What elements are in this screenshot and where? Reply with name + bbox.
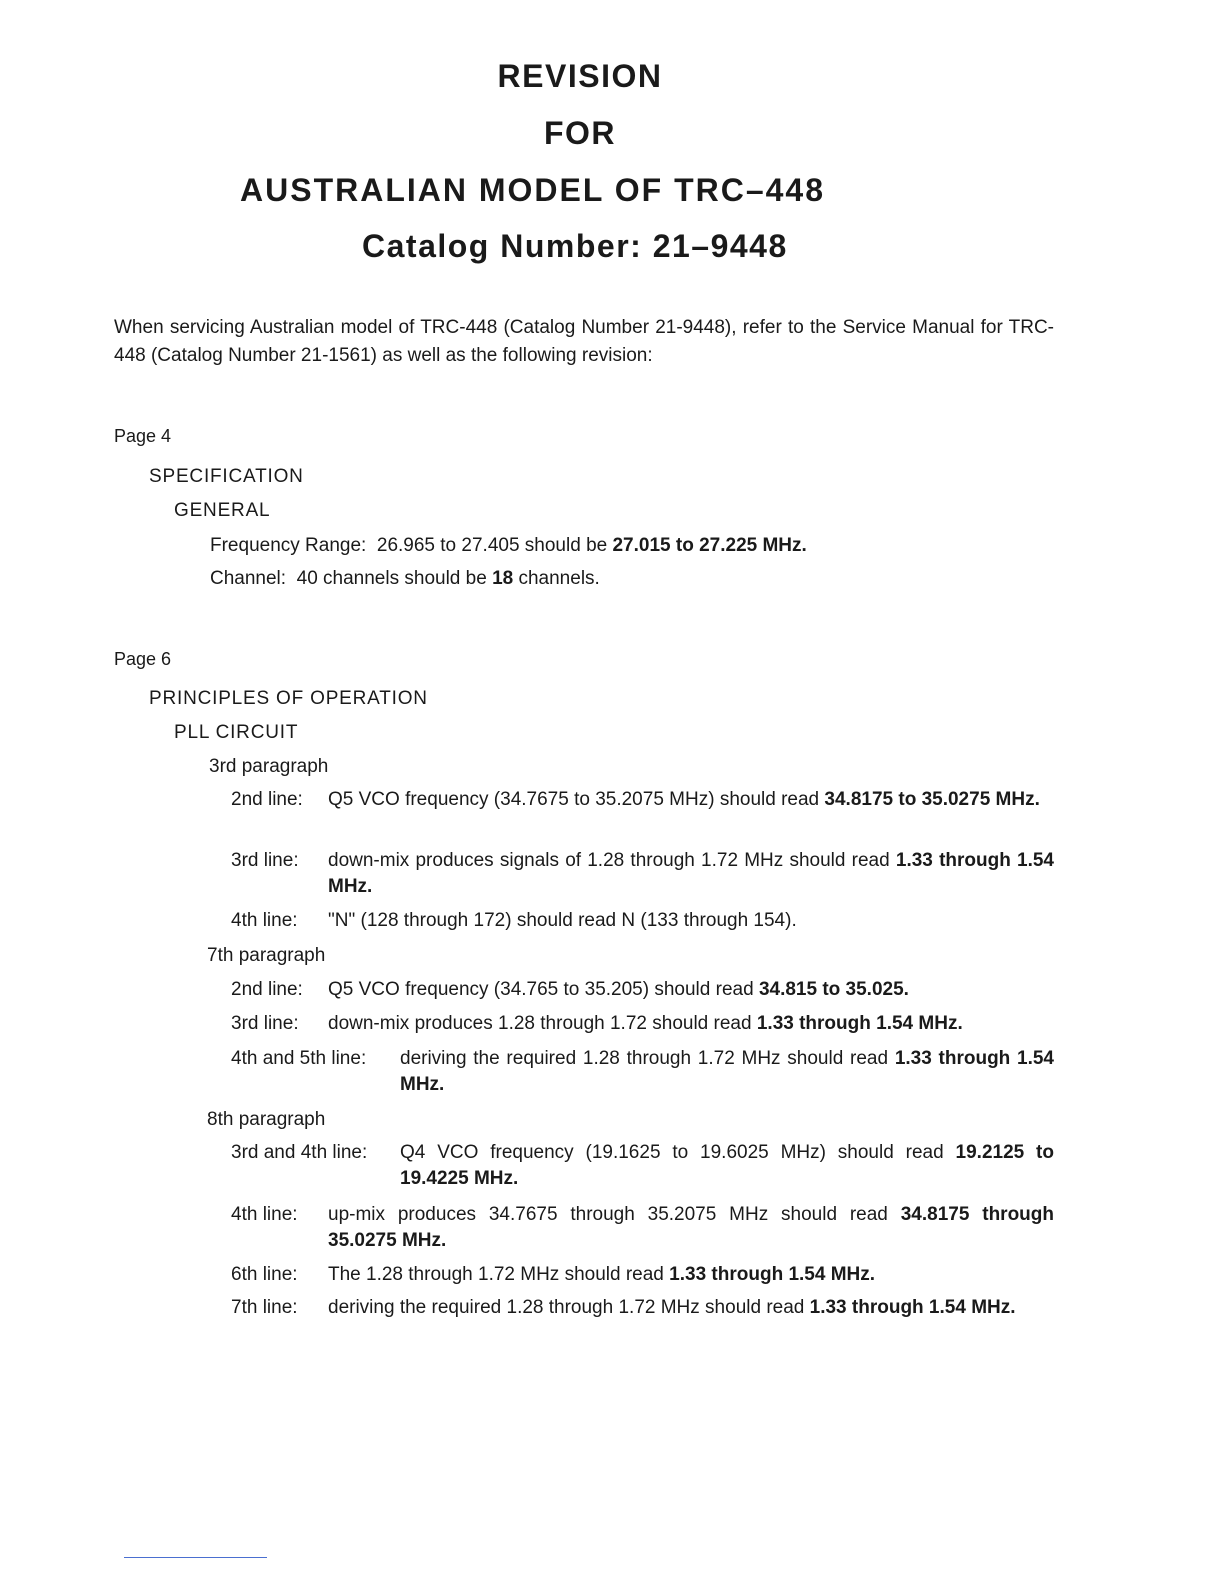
page-6-label: Page 6 (114, 649, 172, 669)
title-catalog-number: Catalog Number: 21–9448 (362, 228, 788, 264)
revision-item (231, 1295, 1054, 1347)
footer-rule (124, 1557, 267, 1558)
paragraph-7-title: 7th paragraph (207, 945, 326, 966)
new-value: 19.2125 to 19.4225 (400, 1142, 1054, 1189)
new-unit: MHz. (473, 1168, 519, 1189)
page-4-label: Page 4 (114, 426, 172, 446)
revision-item (231, 1140, 1054, 1192)
revision-item (231, 1262, 1054, 1288)
old-text: down-mix produces signals of 1.28 through 1.72 MHz should read (328, 850, 890, 871)
channel-new: 18 (492, 568, 514, 589)
line-text (328, 1202, 1054, 1254)
line-label: 6th line: (231, 1264, 298, 1285)
line-label: 4th and 5th line: (231, 1048, 367, 1069)
old-text: "N" (128 through 172) should read N (133 through 154). (328, 910, 797, 931)
pll-circuit-heading: PLL CIRCUIT (174, 722, 299, 743)
old-text: deriving the required 1.28 through 1.72 MHz should read (400, 1048, 889, 1069)
line-label: 2nd line: (231, 789, 303, 810)
title-for: FOR (543, 115, 617, 151)
new-unit: MHz. (328, 876, 373, 897)
new-unit: MHz. (995, 789, 1040, 810)
new-unit: MHz. (400, 1074, 445, 1095)
general-heading: GENERAL (174, 500, 271, 521)
line-text (400, 1046, 1054, 1098)
line-label: 3rd and 4th line: (231, 1142, 368, 1163)
line-text (400, 1140, 1054, 1192)
new-value: 34.8175 to 35.0275 (824, 789, 991, 810)
line-text (328, 908, 1054, 934)
old-text: The 1.28 through 1.72 MHz should read (328, 1264, 664, 1285)
frequency-range-line (210, 533, 807, 559)
new-value: 1.33 through 1.54 MHz. (669, 1264, 876, 1285)
line-text (328, 848, 1054, 900)
paragraph-3-title: 3rd paragraph (209, 756, 329, 777)
old-text: up-mix produces 34.7675 through 35.2075 MHz should read (328, 1204, 888, 1225)
paragraph-8-title: 8th paragraph (207, 1109, 326, 1130)
channel-old: 40 channels should be (296, 568, 487, 589)
old-text: Q5 VCO frequency (34.765 to 35.205) should read (328, 979, 754, 1000)
frequency-range-old: 26.965 to 27.405 should be (376, 535, 608, 556)
frequency-range-new: 27.015 to 27.225 MHz. (612, 535, 807, 556)
line-label: 4th line: (231, 910, 298, 931)
channel-tail: channels. (518, 568, 600, 589)
frequency-range-label: Frequency Range: (210, 535, 367, 556)
new-value: 1.33 through 1.54 (895, 850, 1054, 871)
principles-heading: PRINCIPLES OF OPERATION (149, 688, 428, 709)
revision-item (231, 1202, 1054, 1254)
revision-item (231, 908, 1054, 934)
title-model: AUSTRALIAN MODEL OF TRC–448 (240, 172, 826, 208)
line-label: 3rd line: (231, 1013, 299, 1034)
revision-item (231, 977, 1054, 1003)
revision-item (231, 1011, 1054, 1037)
new-value: 1.33 through 1.54 (894, 1048, 1055, 1069)
old-text: Q4 VCO frequency (19.1625 to 19.6025 MHz) should read (400, 1142, 944, 1163)
new-value: 1.33 through 1.54 (809, 1297, 966, 1318)
intro-paragraph: When servicing Australian model of TRC-448 (Catalog Number 21-9448), refer to the Service Manual for TRC-448 (Catalog Number 21-1561) as well as the following revision: (114, 317, 1054, 366)
new-value: 1.33 through 1.54 MHz. (756, 1013, 963, 1034)
revision-item (231, 1046, 1054, 1098)
line-text (328, 787, 1054, 813)
channel-label: Channel: (210, 568, 287, 589)
line-text (328, 1262, 1054, 1288)
old-text: deriving the required 1.28 through 1.72 MHz should read (328, 1297, 805, 1318)
title-revision: REVISION (497, 58, 663, 94)
channel-line (210, 566, 600, 592)
new-value: 34.8175 through 35.0275 (328, 1204, 1054, 1251)
new-value: 34.815 to 35.025. (758, 979, 909, 1000)
old-text: Q5 VCO frequency (34.7675 to 35.2075 MHz) should read (328, 789, 820, 810)
line-label: 4th line: (231, 1204, 298, 1225)
line-label: 2nd line: (231, 979, 303, 1000)
line-text (328, 1295, 1054, 1321)
revision-item (231, 787, 1054, 839)
new-unit: MHz. (401, 1230, 447, 1251)
line-text (328, 977, 1054, 1003)
line-label: 3rd line: (231, 850, 299, 871)
line-label: 7th line: (231, 1297, 298, 1318)
old-text: down-mix produces 1.28 through 1.72 should read (328, 1013, 752, 1034)
new-unit: MHz. (971, 1297, 1016, 1318)
specification-heading: SPECIFICATION (149, 466, 304, 487)
revision-item (231, 848, 1054, 900)
line-text (328, 1011, 1054, 1037)
